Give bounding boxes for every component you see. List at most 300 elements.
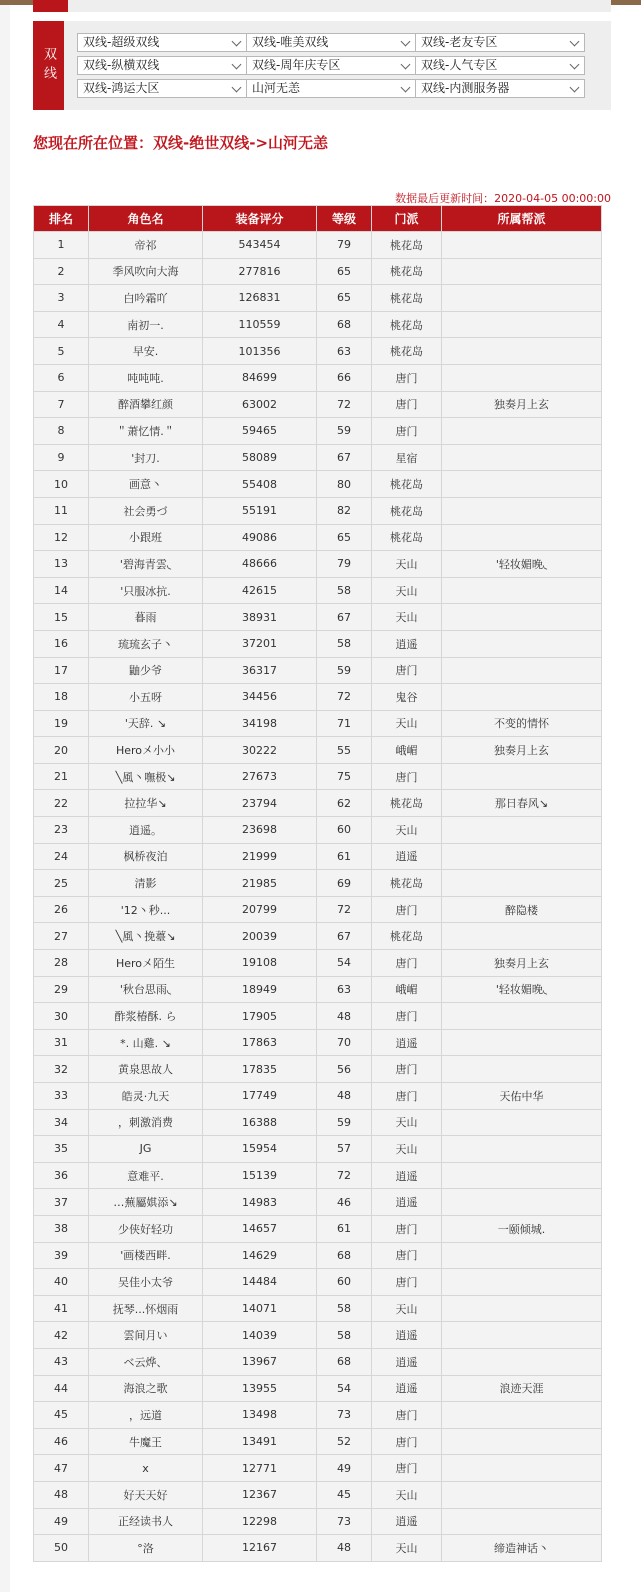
equipment-score-cell: 84699: [203, 364, 317, 391]
rank-cell: 33: [34, 1083, 89, 1110]
character-name-cell: 琉琉玄子丶: [89, 630, 203, 657]
character-name-cell: ╲風丶嘸极↘: [89, 763, 203, 790]
character-name-cell: ╲風丶挽薹↘: [89, 923, 203, 950]
character-name-cell: 好天天好: [89, 1481, 203, 1508]
equipment-score-cell: 13955: [203, 1375, 317, 1402]
left-edge: [0, 5, 10, 1592]
level-cell: 60: [317, 817, 372, 844]
rank-cell: 26: [34, 896, 89, 923]
level-cell: 67: [317, 604, 372, 631]
level-cell: 67: [317, 444, 372, 471]
rank-cell: 2: [34, 258, 89, 285]
rank-cell: 27: [34, 923, 89, 950]
guild-cell: [442, 1003, 602, 1030]
table-row: [34, 1029, 602, 1056]
table-row: [34, 524, 602, 551]
rank-cell: 20: [34, 737, 89, 764]
guild-cell: [442, 923, 602, 950]
guild-cell: 天佑中华: [442, 1083, 602, 1110]
server-select-8[interactable]: [246, 79, 416, 98]
table-row: [34, 630, 602, 657]
level-cell: 65: [317, 258, 372, 285]
guild-cell: [442, 1162, 602, 1189]
level-cell: 54: [317, 1375, 372, 1402]
school-cell: 桃花岛: [372, 232, 442, 259]
table-row: [34, 1003, 602, 1030]
level-cell: 73: [317, 1508, 372, 1535]
table-row: [34, 418, 602, 445]
rank-cell: 8: [34, 418, 89, 445]
table-row: [34, 232, 602, 259]
rank-cell: 12: [34, 524, 89, 551]
equipment-score-cell: 19108: [203, 950, 317, 977]
level-cell: 60: [317, 1269, 372, 1296]
school-cell: 唐门: [372, 950, 442, 977]
rank-cell: 4: [34, 311, 89, 338]
school-cell: 天山: [372, 577, 442, 604]
character-name-cell: '12丶秒...: [89, 896, 203, 923]
equipment-score-cell: 49086: [203, 524, 317, 551]
level-cell: 68: [317, 1242, 372, 1269]
equipment-score-cell: 34198: [203, 710, 317, 737]
table-row: [34, 577, 602, 604]
character-name-cell: Hero㐅小小: [89, 737, 203, 764]
equipment-score-cell: 15139: [203, 1162, 317, 1189]
table-row: [34, 976, 602, 1003]
equipment-score-cell: 12771: [203, 1455, 317, 1482]
rank-cell: 28: [34, 950, 89, 977]
level-cell: 71: [317, 710, 372, 737]
rank-cell: 30: [34, 1003, 89, 1030]
character-name-cell: 暮雨: [89, 604, 203, 631]
character-name-cell: 抚琴...怀烟雨: [89, 1295, 203, 1322]
guild-cell: [442, 1136, 602, 1163]
header-equipment-score: 装备评分: [203, 206, 317, 232]
school-cell: 峨嵋: [372, 976, 442, 1003]
table-row: [34, 763, 602, 790]
rank-cell: 7: [34, 391, 89, 418]
character-name-cell: 牛魔王: [89, 1428, 203, 1455]
table-row: [34, 444, 602, 471]
character-name-cell: °洛: [89, 1535, 203, 1562]
rank-cell: 35: [34, 1136, 89, 1163]
equipment-score-cell: 277816: [203, 258, 317, 285]
rank-cell: 44: [34, 1375, 89, 1402]
ranking-table-body: [34, 232, 602, 1562]
table-row: [34, 497, 602, 524]
table-row: [34, 338, 602, 365]
character-name-cell: 南初一.: [89, 311, 203, 338]
level-cell: 67: [317, 923, 372, 950]
table-row: [34, 471, 602, 498]
equipment-score-cell: 17863: [203, 1029, 317, 1056]
equipment-score-cell: 58089: [203, 444, 317, 471]
guild-cell: [442, 657, 602, 684]
equipment-score-cell: 14484: [203, 1269, 317, 1296]
school-cell: 逍遥: [372, 1508, 442, 1535]
school-cell: 天山: [372, 1136, 442, 1163]
header-rank: 排名: [34, 206, 89, 232]
guild-cell: [442, 1481, 602, 1508]
guild-cell: [442, 1295, 602, 1322]
guild-cell: 缔造神话丶: [442, 1535, 602, 1562]
equipment-score-cell: 101356: [203, 338, 317, 365]
character-name-cell: 皓灵·九天: [89, 1083, 203, 1110]
level-cell: 72: [317, 896, 372, 923]
school-cell: 唐门: [372, 418, 442, 445]
table-row: [34, 1348, 602, 1375]
guild-cell: [442, 1455, 602, 1482]
character-name-cell: 逍遥。: [89, 817, 203, 844]
school-cell: 星宿: [372, 444, 442, 471]
rank-cell: 46: [34, 1428, 89, 1455]
rank-cell: 43: [34, 1348, 89, 1375]
server-select-2[interactable]: [246, 33, 416, 52]
character-name-cell: 早安.: [89, 338, 203, 365]
server-select-value: 双线-鸿运大区: [83, 81, 160, 95]
guild-cell: [442, 817, 602, 844]
equipment-score-cell: 38931: [203, 604, 317, 631]
server-select-value: 双线-纵横双线: [83, 58, 160, 72]
character-name-cell: 黄泉思故人: [89, 1056, 203, 1083]
equipment-score-cell: 543454: [203, 232, 317, 259]
table-row: [34, 258, 602, 285]
guild-cell: '轻妆媚晚◟: [442, 551, 602, 578]
table-row: [34, 1455, 602, 1482]
school-cell: 天山: [372, 817, 442, 844]
character-name-cell: 清影: [89, 870, 203, 897]
equipment-score-cell: 15954: [203, 1136, 317, 1163]
character-name-cell: 小跟班: [89, 524, 203, 551]
guild-cell: [442, 285, 602, 312]
guild-cell: 独奏月上玄: [442, 737, 602, 764]
server-select-value: 双线-唯美双线: [252, 35, 329, 49]
table-row: [34, 391, 602, 418]
level-cell: 80: [317, 471, 372, 498]
school-cell: 唐门: [372, 1402, 442, 1429]
equipment-score-cell: 12298: [203, 1508, 317, 1535]
guild-cell: [442, 604, 602, 631]
update-time-label: 数据最后更新时间：: [395, 192, 495, 205]
character-name-cell: 枫桥夜泊: [89, 843, 203, 870]
character-name-cell: x: [89, 1455, 203, 1482]
level-cell: 69: [317, 870, 372, 897]
school-cell: 逍遥: [372, 843, 442, 870]
school-cell: 唐门: [372, 657, 442, 684]
level-cell: 65: [317, 524, 372, 551]
table-row: [34, 1083, 602, 1110]
previous-region-label: [33, 0, 68, 12]
guild-cell: 浪迹天涯: [442, 1375, 602, 1402]
guild-cell: 那日春风↘: [442, 790, 602, 817]
server-select-5[interactable]: [246, 56, 416, 75]
rank-cell: 19: [34, 710, 89, 737]
level-cell: 63: [317, 976, 372, 1003]
guild-cell: 独奏月上玄: [442, 391, 602, 418]
table-row: [34, 311, 602, 338]
table-row: [34, 923, 602, 950]
school-cell: 唐门: [372, 1215, 442, 1242]
server-select-9[interactable]: [415, 79, 585, 98]
chevron-down-icon: [570, 37, 580, 47]
server-select-7[interactable]: [77, 79, 247, 98]
server-select-value: 双线-周年庆专区: [252, 58, 341, 72]
table-row: [34, 710, 602, 737]
table-row: [34, 1295, 602, 1322]
equipment-score-cell: 42615: [203, 577, 317, 604]
equipment-score-cell: 20799: [203, 896, 317, 923]
guild-cell: [442, 338, 602, 365]
character-name-cell: 少侠好轻功: [89, 1215, 203, 1242]
header-guild: 所属帮派: [442, 206, 602, 232]
table-row: [34, 1481, 602, 1508]
school-cell: 唐门: [372, 1003, 442, 1030]
rank-cell: 49: [34, 1508, 89, 1535]
school-cell: 桃花岛: [372, 923, 442, 950]
table-row: [34, 1322, 602, 1349]
guild-cell: [442, 497, 602, 524]
character-name-cell: '碧海青雲◟: [89, 551, 203, 578]
equipment-score-cell: 34456: [203, 684, 317, 711]
school-cell: 鬼谷: [372, 684, 442, 711]
equipment-score-cell: 12167: [203, 1535, 317, 1562]
guild-cell: [442, 870, 602, 897]
level-cell: 82: [317, 497, 372, 524]
table-row: [34, 551, 602, 578]
guild-cell: [442, 1189, 602, 1216]
school-cell: 唐门: [372, 1455, 442, 1482]
character-name-cell: '秋台思雨◟: [89, 976, 203, 1003]
table-row: [34, 1056, 602, 1083]
equipment-score-cell: 63002: [203, 391, 317, 418]
rank-cell: 41: [34, 1295, 89, 1322]
table-row: [34, 657, 602, 684]
school-cell: 峨嵋: [372, 737, 442, 764]
guild-cell: [442, 232, 602, 259]
school-cell: 唐门: [372, 1083, 442, 1110]
school-cell: 逍遥: [372, 630, 442, 657]
level-cell: 65: [317, 285, 372, 312]
guild-cell: 不变的情怀: [442, 710, 602, 737]
table-row: [34, 1508, 602, 1535]
level-cell: 79: [317, 232, 372, 259]
level-cell: 46: [317, 1189, 372, 1216]
guild-cell: '轻妆媚晚◟: [442, 976, 602, 1003]
rank-cell: 34: [34, 1109, 89, 1136]
school-cell: 天山: [372, 1535, 442, 1562]
guild-cell: [442, 763, 602, 790]
table-row: [34, 817, 602, 844]
current-location: 您现在所在位置：双线-绝世双线->山河无恙: [33, 134, 329, 152]
school-cell: 逍遥: [372, 1029, 442, 1056]
equipment-score-cell: 14629: [203, 1242, 317, 1269]
character-name-cell: *. 山雞. ↘: [89, 1029, 203, 1056]
table-row: [34, 790, 602, 817]
character-name-cell: 季风吹向大海: [89, 258, 203, 285]
guild-cell: [442, 1109, 602, 1136]
character-name-cell: 正经读书人: [89, 1508, 203, 1535]
level-cell: 75: [317, 763, 372, 790]
table-row: [34, 1136, 602, 1163]
character-name-cell: 酢浆椿酥. ら: [89, 1003, 203, 1030]
school-cell: 桃花岛: [372, 524, 442, 551]
table-row: [34, 1109, 602, 1136]
level-cell: 48: [317, 1003, 372, 1030]
character-name-cell: '封刀.: [89, 444, 203, 471]
equipment-score-cell: 14657: [203, 1215, 317, 1242]
character-name-cell: 醉酒攀红颜: [89, 391, 203, 418]
rank-cell: 32: [34, 1056, 89, 1083]
level-cell: 59: [317, 418, 372, 445]
school-cell: 唐门: [372, 763, 442, 790]
equipment-score-cell: 55408: [203, 471, 317, 498]
server-select-value: 山河无恙: [252, 81, 301, 95]
table-row: [34, 896, 602, 923]
level-cell: 68: [317, 1348, 372, 1375]
rank-cell: 42: [34, 1322, 89, 1349]
guild-cell: [442, 1322, 602, 1349]
equipment-score-cell: 14071: [203, 1295, 317, 1322]
school-cell: 桃花岛: [372, 497, 442, 524]
rank-cell: 9: [34, 444, 89, 471]
server-select-value: 双线-老友专区: [421, 35, 498, 49]
level-cell: 57: [317, 1136, 372, 1163]
equipment-score-cell: 48666: [203, 551, 317, 578]
server-select-3[interactable]: [415, 33, 585, 52]
level-cell: 49: [317, 1455, 372, 1482]
chevron-down-icon: [401, 37, 411, 47]
guild-cell: [442, 1056, 602, 1083]
character-name-cell: …蕪屬娸添↘: [89, 1189, 203, 1216]
level-cell: 73: [317, 1402, 372, 1429]
chevron-down-icon: [232, 83, 242, 93]
level-cell: 45: [317, 1481, 372, 1508]
level-cell: 72: [317, 1162, 372, 1189]
rank-cell: 37: [34, 1189, 89, 1216]
update-time-value: 2020-04-05 00:00:00: [494, 192, 611, 205]
table-row: [34, 1242, 602, 1269]
school-cell: 唐门: [372, 364, 442, 391]
character-name-cell: 海浪之歌: [89, 1375, 203, 1402]
rank-cell: 38: [34, 1215, 89, 1242]
school-cell: 天山: [372, 710, 442, 737]
table-row: [34, 1428, 602, 1455]
equipment-score-cell: 37201: [203, 630, 317, 657]
ranking-table: [33, 205, 602, 1562]
guild-cell: [442, 843, 602, 870]
table-row: [34, 1162, 602, 1189]
level-cell: 52: [317, 1428, 372, 1455]
table-row: [34, 1269, 602, 1296]
server-select-6[interactable]: [415, 56, 585, 75]
equipment-score-cell: 13967: [203, 1348, 317, 1375]
rank-cell: 39: [34, 1242, 89, 1269]
guild-cell: 独奏月上玄: [442, 950, 602, 977]
chevron-down-icon: [570, 60, 580, 70]
level-cell: 48: [317, 1535, 372, 1562]
level-cell: 62: [317, 790, 372, 817]
school-cell: 逍遥: [372, 1322, 442, 1349]
chevron-down-icon: [570, 83, 580, 93]
equipment-score-cell: 18949: [203, 976, 317, 1003]
guild-cell: [442, 444, 602, 471]
chevron-down-icon: [232, 37, 242, 47]
character-name-cell: 雲间月い: [89, 1322, 203, 1349]
chevron-down-icon: [401, 83, 411, 93]
school-cell: 桃花岛: [372, 338, 442, 365]
level-cell: 55: [317, 737, 372, 764]
school-cell: 逍遥: [372, 1348, 442, 1375]
equipment-score-cell: 14039: [203, 1322, 317, 1349]
rank-cell: 3: [34, 285, 89, 312]
level-cell: 54: [317, 950, 372, 977]
equipment-score-cell: 21985: [203, 870, 317, 897]
character-name-cell: 拉拉华↘: [89, 790, 203, 817]
school-cell: 桃花岛: [372, 471, 442, 498]
character-name-cell: JG: [89, 1136, 203, 1163]
guild-cell: 一颐倾城.: [442, 1215, 602, 1242]
server-select-value: 双线-内测服务器: [421, 81, 510, 95]
rank-cell: 21: [34, 763, 89, 790]
rank-cell: 22: [34, 790, 89, 817]
level-cell: 63: [317, 338, 372, 365]
table-row: [34, 1189, 602, 1216]
server-select-value: 双线-超级双线: [83, 35, 160, 49]
rank-cell: 14: [34, 577, 89, 604]
equipment-score-cell: 13491: [203, 1428, 317, 1455]
school-cell: 桃花岛: [372, 311, 442, 338]
rank-cell: 25: [34, 870, 89, 897]
table-header-row: [34, 206, 602, 232]
level-cell: 72: [317, 391, 372, 418]
school-cell: 唐门: [372, 1056, 442, 1083]
level-cell: 58: [317, 577, 372, 604]
equipment-score-cell: 27673: [203, 763, 317, 790]
character-name-cell: ＂萧忆情.＂: [89, 418, 203, 445]
level-cell: 59: [317, 1109, 372, 1136]
server-select-4[interactable]: [77, 56, 247, 75]
rank-cell: 1: [34, 232, 89, 259]
rank-cell: 16: [34, 630, 89, 657]
guild-cell: [442, 364, 602, 391]
school-cell: 天山: [372, 551, 442, 578]
character-name-cell: ，刺激消费: [89, 1109, 203, 1136]
character-name-cell: 小五呀: [89, 684, 203, 711]
character-name-cell: '画楼西畔.: [89, 1242, 203, 1269]
school-cell: 逍遥: [372, 1189, 442, 1216]
table-row: [34, 604, 602, 631]
level-cell: 48: [317, 1083, 372, 1110]
level-cell: 58: [317, 1295, 372, 1322]
rank-cell: 24: [34, 843, 89, 870]
character-name-cell: 鼬少爷: [89, 657, 203, 684]
table-row: [34, 870, 602, 897]
guild-cell: [442, 418, 602, 445]
school-cell: 桃花岛: [372, 258, 442, 285]
server-select-1[interactable]: [77, 33, 247, 52]
table-row: [34, 737, 602, 764]
guild-cell: [442, 1269, 602, 1296]
table-row: [34, 285, 602, 312]
level-cell: 72: [317, 684, 372, 711]
update-time: [395, 190, 611, 206]
guild-cell: [442, 258, 602, 285]
school-cell: 天山: [372, 1481, 442, 1508]
header-character-name: 角色名: [89, 206, 203, 232]
rank-cell: 29: [34, 976, 89, 1003]
guild-cell: [442, 1428, 602, 1455]
header-level: 等级: [317, 206, 372, 232]
